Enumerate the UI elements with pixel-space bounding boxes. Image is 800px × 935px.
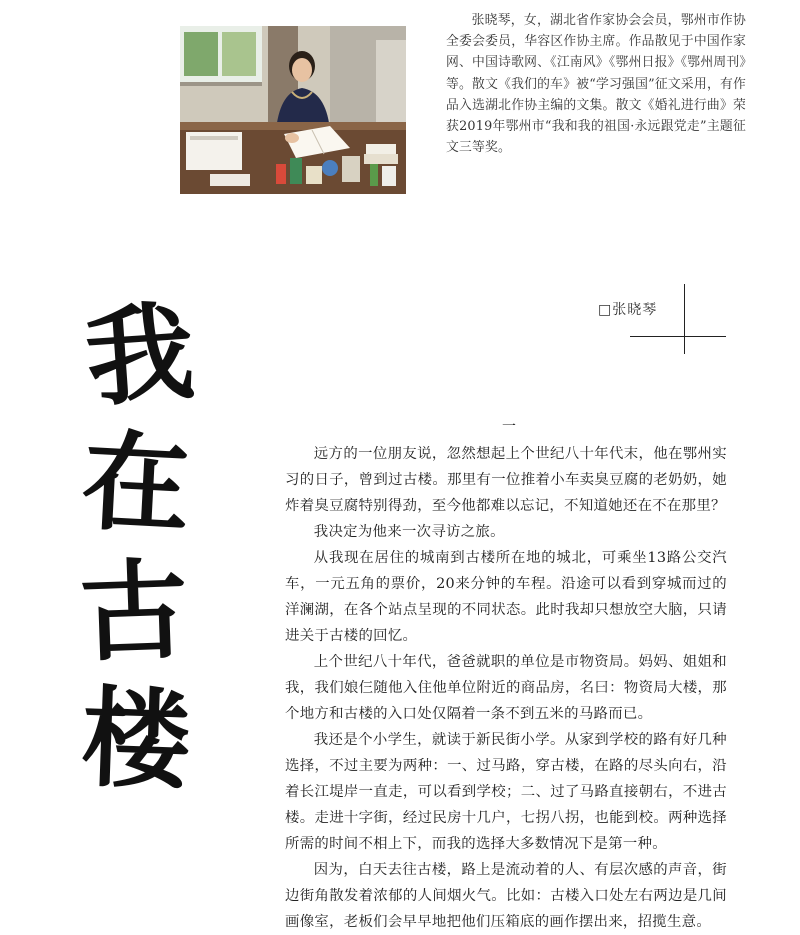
- article-title: [72, 289, 200, 805]
- cross-rule-horizontal: [630, 336, 726, 337]
- cross-rule-vertical: [684, 284, 685, 354]
- body-paragraph: 因为，白天去往古楼，路上是流动着的人、有层次感的声音，街边街角散发着浓郁的人间烟火气。比如：古楼入口处左右两边是几间画像室，老板们会早早地把他们压箱底的画作摆出来，招揽生意。: [285, 862, 727, 930]
- article-body: [285, 441, 727, 935]
- author-photo: [180, 26, 406, 194]
- body-paragraph: 我还是个小学生，就读于新民街小学。从家到学校的路有好几种选择，不过主要为两种：一、过马路，穿古楼，在路的尽头向右，沿着长江堤岸一直走，可以看到学校；二、过了马路直接朝右，不进古楼。走进十字街，经过民房十几户，七拐八拐，也能到校。两种选择所需的时间不相上下，而我的选择大多数情况下是第一种。: [285, 732, 727, 852]
- title-char: 楼: [79, 675, 193, 805]
- author-bio: [446, 10, 746, 158]
- author-byline: □张晓琴: [598, 302, 658, 318]
- section-number: 一: [502, 419, 516, 435]
- body-paragraph: 上个世纪八十年代，爸爸就职的单位是市物资局。妈妈、姐姐和我，我们娘仨随他入住他单位附近的商品房，名曰：物资局大楼，那个地方和古楼的入口处仅隔着一条不到五米的马路而已。: [285, 654, 727, 722]
- title-char: 在: [78, 418, 194, 550]
- title-char: 我: [81, 289, 199, 423]
- body-paragraph: 远方的一位朋友说，忽然想起上个世纪八十年代末，他在鄂州实习的日子，曾到过古楼。那里有一位推着小车卖臭豆腐的老奶奶，她炸着臭豆腐特别得劲，至今他都难以忘记，不知道她还在不在那里？: [285, 446, 727, 514]
- title-char: 古: [77, 547, 191, 677]
- body-paragraph: 我决定为他来一次寻访之旅。: [313, 524, 505, 540]
- author-bio-text: 张晓琴，女，湖北省作家协会会员，鄂州市作协全委会委员，华容区作协主席。作品散见于中国作家网、中国诗歌网、《江南风》《鄂州日报》《鄂州周刊》等。散文《我们的车》被“学习强国”征文采用，有作品入选湖北作协主编的文集。散文《婚礼进行曲》荣获2019年鄂州市“我和我的祖国·永远跟党走”主题征文三等奖。: [446, 13, 746, 156]
- body-paragraph: 从我现在居住的城南到古楼所在地的城北，可乘坐13路公交汽车，一元五角的票价，20来分钟的车程。沿途可以看到穿城而过的洋澜湖，在各个站点呈现的不同状态。此时我却只想放空大脑，只请进关于古楼的回忆。: [285, 550, 727, 644]
